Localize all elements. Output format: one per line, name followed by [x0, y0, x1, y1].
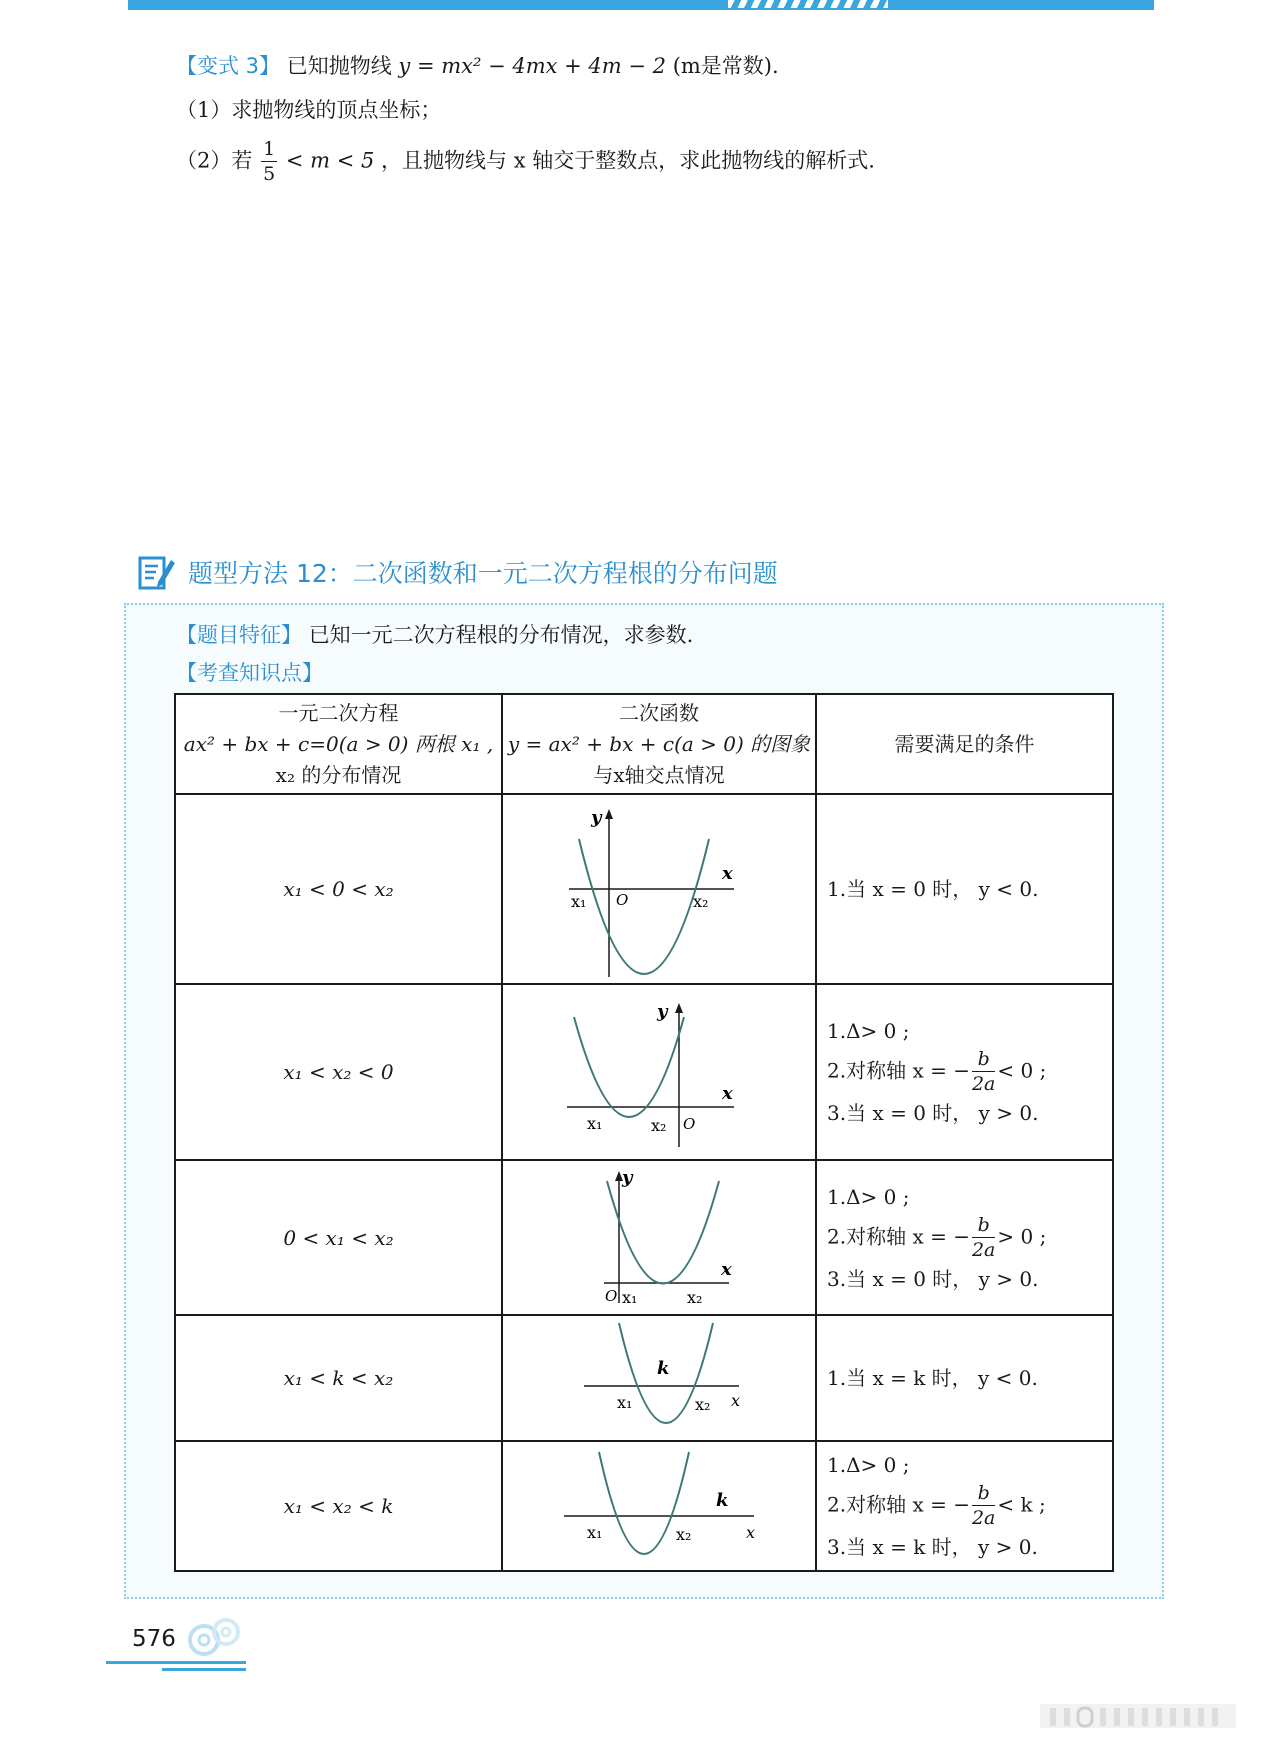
k-label: k	[657, 1358, 670, 1379]
condition-item: 1.当 x = 0 时， y < 0.	[827, 877, 1039, 901]
symmetry-axis-text: 2.对称轴 x = −	[827, 1058, 970, 1083]
table-row	[175, 1160, 1113, 1315]
condition-item	[827, 1480, 1112, 1532]
case-cell: x₁ < x₂ < 0	[175, 984, 502, 1160]
footer-rule	[106, 1661, 246, 1664]
parabola-graph	[559, 1163, 759, 1313]
x-label: x	[731, 1391, 741, 1410]
y-label: y	[591, 807, 602, 828]
b-over-2a-fraction	[972, 1484, 995, 1528]
k-label: k	[716, 1490, 729, 1511]
table-row	[175, 1441, 1113, 1571]
symmetry-axis-text: 2.对称轴 x = −	[827, 1492, 970, 1517]
condition-item: 3.当 x = 0 时， y > 0.	[827, 1266, 1039, 1291]
case-cell: 0 < x₁ < x₂	[175, 1160, 502, 1315]
parabola-curve	[579, 839, 709, 974]
root2-label: x₂	[693, 892, 709, 911]
problem-feature	[176, 619, 693, 649]
variant-part2-fraction	[261, 140, 277, 184]
condition-item	[827, 1046, 1112, 1098]
header-conditions	[816, 694, 1113, 794]
header-function	[502, 694, 816, 794]
table-row	[175, 1315, 1113, 1441]
footer-rule-short	[162, 1668, 246, 1671]
symmetry-axis-inequality: < 0 ;	[997, 1058, 1047, 1083]
y-axis-arrow	[675, 1003, 683, 1013]
parabola-curve	[574, 1017, 684, 1117]
table-row	[175, 794, 1113, 984]
conditions-cell	[816, 984, 1113, 1160]
y-axis-arrow	[605, 809, 613, 819]
variant-part2-suffix: ，且抛物线与 x 轴交于整数点，求此抛物线的解析式.	[381, 148, 875, 173]
graph-cell	[502, 1160, 816, 1315]
variant-part1: （1）求抛物线的顶点坐标；	[176, 98, 442, 122]
root1-label: x₁	[587, 1523, 603, 1542]
fraction-numerator: b	[972, 1484, 995, 1506]
conditions-cell	[816, 1441, 1113, 1571]
graph-cell	[502, 984, 816, 1160]
x-label: x	[722, 863, 733, 884]
parabola-graph	[554, 1444, 764, 1568]
origin-label: O	[616, 891, 629, 909]
y-label: y	[622, 1166, 633, 1188]
x-label: x	[746, 1523, 756, 1542]
page-number: 576	[132, 1626, 176, 1652]
condition-item: 1.Δ> 0 ;	[827, 1019, 910, 1043]
graph-cell	[502, 1441, 816, 1571]
condition-item: 1.Δ> 0 ;	[827, 1184, 910, 1209]
watermark-bars	[1040, 1700, 1240, 1730]
section-heading	[136, 552, 778, 592]
header-end-mark	[1248, 0, 1262, 6]
header-conditions-line1: 需要满足的条件	[894, 731, 1035, 756]
gear-icon	[186, 1614, 244, 1660]
fraction-denominator: 5	[263, 163, 276, 185]
symmetry-axis-inequality: > 0 ;	[997, 1224, 1047, 1248]
header-equation-line2: ax² + bx + c=0(a > 0) 两根 x₁ ,	[183, 731, 494, 756]
feature-tag: 【题目特征】	[176, 623, 302, 647]
conditions-cell	[816, 1315, 1113, 1441]
case-cell: x₁ < k < x₂	[175, 1315, 502, 1441]
condition-item	[827, 1212, 1112, 1264]
origin-label: O	[605, 1286, 618, 1305]
fraction-denominator: 2a	[971, 1073, 996, 1095]
parabola-graph	[559, 987, 759, 1157]
symmetry-axis-text: 2.对称轴 x = −	[827, 1224, 970, 1248]
table-header-row	[175, 694, 1113, 794]
parabola-curve	[607, 1181, 719, 1284]
origin-label: O	[683, 1115, 696, 1133]
variant-stem	[176, 54, 779, 79]
root1-label: x₁	[587, 1114, 603, 1133]
variant-part2-prefix: （2）若	[176, 148, 253, 173]
feature-text: 已知一元二次方程根的分布情况，求参数.	[308, 623, 694, 647]
fraction-denominator: 2a	[971, 1238, 996, 1261]
header-function-line2: y = ax² + bx + c(a > 0) 的图象	[507, 731, 811, 756]
root2-label: x₂	[651, 1116, 667, 1135]
header-equation-line1: 一元二次方程	[278, 700, 399, 725]
header-function-line1: 二次函数	[619, 700, 699, 725]
case-cell: x₁ < 0 < x₂	[175, 794, 502, 984]
table-row	[175, 984, 1113, 1160]
root1-label: x₁	[622, 1287, 638, 1307]
x-label: x	[722, 1083, 733, 1104]
fraction-numerator: b	[972, 1216, 995, 1238]
top-header-band	[128, 0, 1154, 10]
condition-item: 3.当 x = 0 时， y > 0.	[827, 1101, 1039, 1125]
fraction-denominator: 2a	[971, 1507, 996, 1529]
section-title: 题型方法 12：二次函数和一元二次方程根的分布问题	[188, 559, 778, 588]
root2-label: x₂	[676, 1525, 692, 1544]
condition-item: 3.当 x = k 时， y > 0.	[827, 1535, 1038, 1559]
fraction-numerator: 1	[263, 138, 276, 160]
condition-item: 1.Δ> 0 ;	[827, 1453, 910, 1477]
case-cell: x₁ < x₂ < k	[175, 1441, 502, 1571]
y-label: y	[657, 1001, 668, 1022]
b-over-2a-fraction	[972, 1050, 995, 1094]
root2-label: x₂	[687, 1287, 703, 1307]
fraction-numerator: b	[972, 1050, 995, 1072]
x-label: x	[721, 1258, 732, 1280]
root2-label: x₂	[695, 1395, 711, 1414]
graph-cell	[502, 794, 816, 984]
variant-part2	[176, 140, 875, 184]
knowledge-points-tag: 【考查知识点】	[176, 661, 323, 685]
header-equation	[175, 694, 502, 794]
notebook-pencil-icon	[136, 552, 176, 592]
variant-tag: 【变式 3】	[176, 54, 281, 78]
root-distribution-table	[174, 693, 1114, 1572]
parabola-graph	[559, 1318, 759, 1438]
header-equation-line3: x₂ 的分布情况	[275, 762, 402, 787]
header-stripes	[728, 0, 888, 8]
method-panel	[124, 603, 1164, 1599]
variant-stem-suffix: (m是常数).	[672, 54, 779, 78]
graph-cell	[502, 1315, 816, 1441]
condition-item: 1.当 x = k 时， y < 0.	[827, 1366, 1038, 1390]
parabola-graph	[559, 799, 759, 979]
root1-label: x₁	[571, 892, 587, 911]
header-function-line3: 与x轴交点情况	[593, 762, 725, 787]
b-over-2a-fraction	[971, 1213, 996, 1261]
conditions-cell	[816, 1160, 1113, 1315]
conditions-cell	[816, 794, 1113, 984]
root1-label: x₁	[617, 1393, 633, 1412]
symmetry-axis-inequality: < k ;	[997, 1492, 1046, 1517]
variant-equation: y = mx² − 4mx + 4m − 2	[398, 54, 666, 78]
variant-stem-prefix: 已知抛物线	[286, 54, 392, 78]
variant-part2-inequality: < m < 5	[285, 148, 375, 173]
